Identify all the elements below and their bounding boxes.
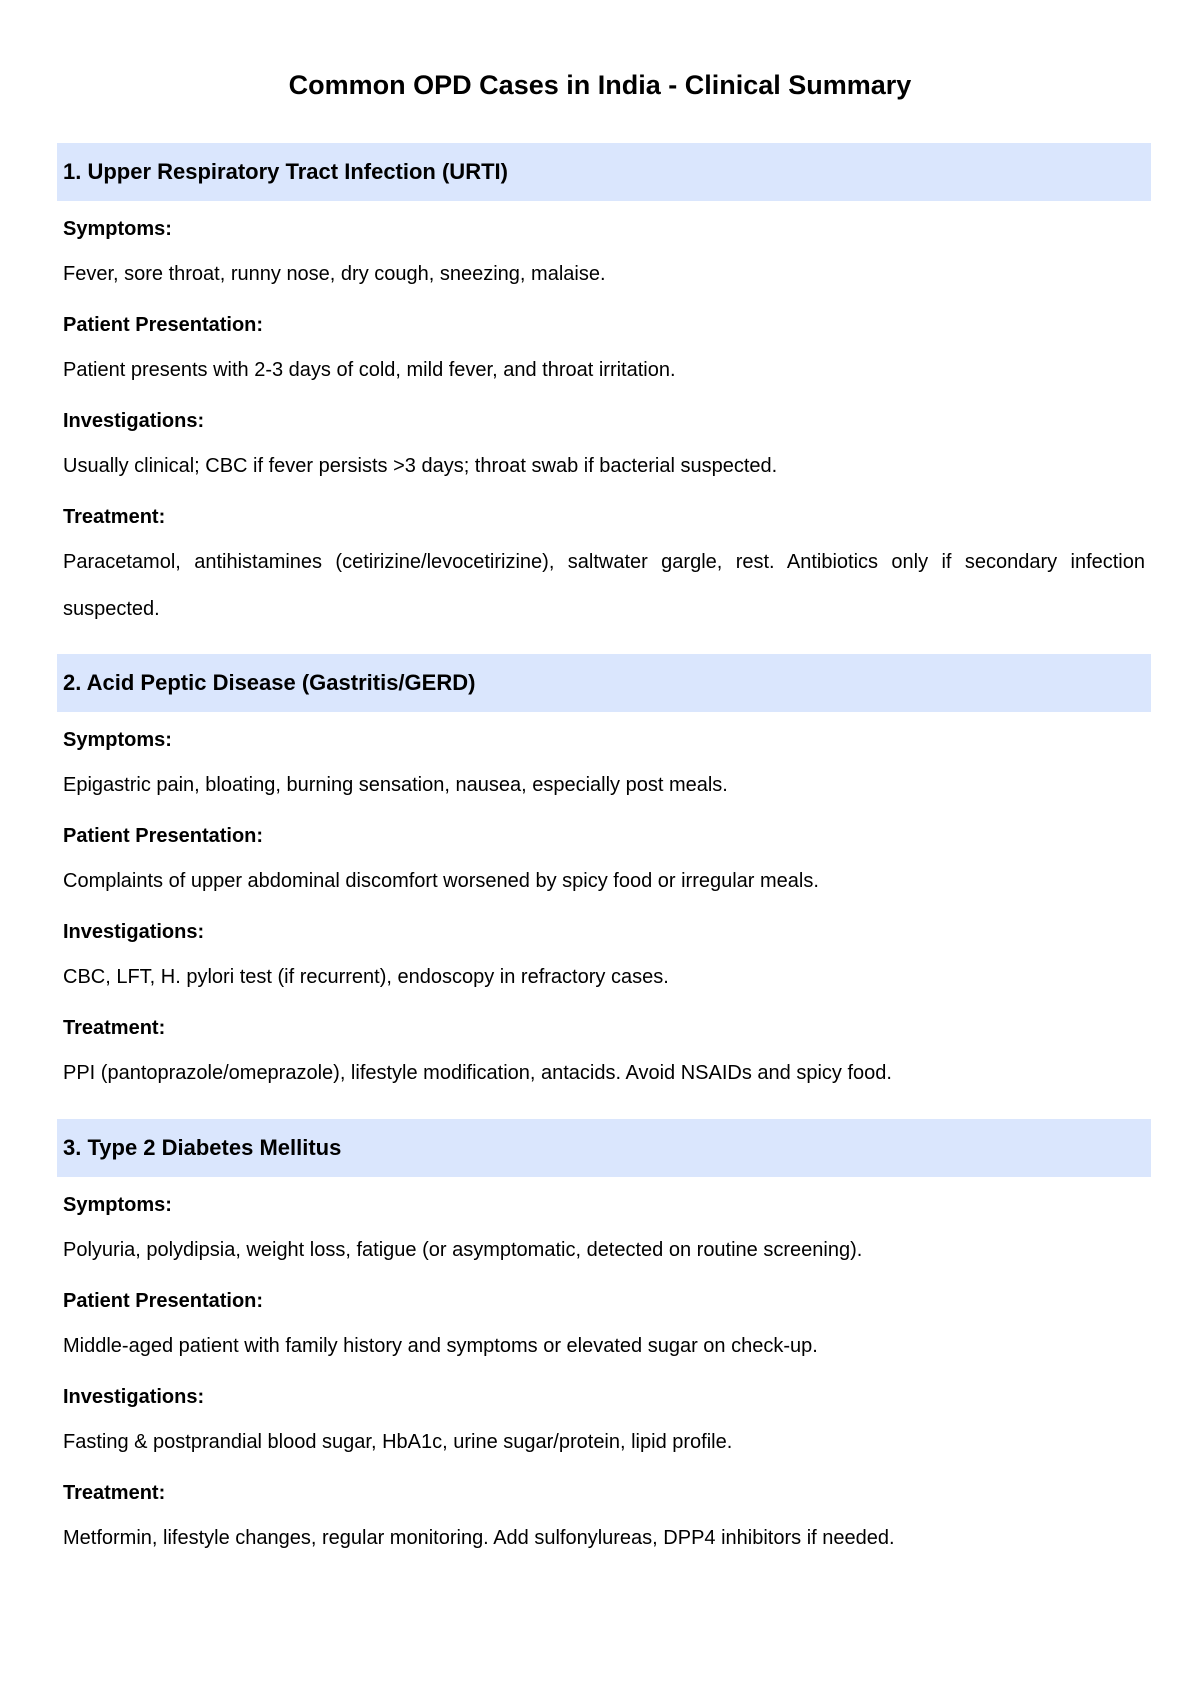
treatment-text: Paracetamol, antihistamines (cetirizine/levocetirizine), saltwater gargle, rest. Antibiotics only if secondary infection suspected. xyxy=(63,551,1145,620)
document-title: Common OPD Cases in India - Clinical Summary xyxy=(288,70,912,100)
investigations-text: CBC, LFT, H. pylori test (if recurrent), endoscopy in refractory cases. xyxy=(63,966,669,988)
presentation-text: Middle-aged patient with family history and symptoms or elevated sugar on check-up. xyxy=(63,1335,818,1357)
presentation-text: Complaints of upper abdominal discomfort worsened by spicy food or irregular meals. xyxy=(63,870,819,892)
treatment-text: PPI (pantoprazole/omeprazole), lifestyle modification, antacids. Avoid NSAIDs and spicy food. xyxy=(63,1062,892,1084)
presentation-text: Patient presents with 2-3 days of cold, mild fever, and throat irritation. xyxy=(63,359,676,381)
symptoms-label: Symptoms: xyxy=(63,729,172,751)
presentation-label: Patient Presentation: xyxy=(63,825,264,847)
symptoms-label: Symptoms: xyxy=(63,218,172,240)
investigations-label: Investigations: xyxy=(63,1386,205,1408)
treatment-label: Treatment: xyxy=(63,506,166,528)
investigations-label: Investigations: xyxy=(63,410,205,432)
symptoms-text: Epigastric pain, bloating, burning sensation, nausea, especially post meals. xyxy=(63,774,728,796)
symptoms-label: Symptoms: xyxy=(63,1194,172,1216)
treatment-label: Treatment: xyxy=(63,1017,166,1039)
investigations-text: Fasting & postprandial blood sugar, HbA1c, urine sugar/protein, lipid profile. xyxy=(63,1431,733,1453)
treatment-label: Treatment: xyxy=(63,1482,166,1504)
treatment-text: Metformin, lifestyle changes, regular monitoring. Add sulfonylureas, DPP4 inhibitors if needed. xyxy=(63,1527,895,1549)
section-heading: 3. Type 2 Diabetes Mellitus xyxy=(57,1119,1151,1177)
case-section-diabetes xyxy=(57,1119,1151,1561)
section-heading: 2. Acid Peptic Disease (Gastritis/GERD) xyxy=(57,654,1151,712)
investigations-label: Investigations: xyxy=(63,921,205,943)
presentation-label: Patient Presentation: xyxy=(63,1290,264,1312)
case-section-acid-peptic xyxy=(57,654,1151,1096)
investigations-text: Usually clinical; CBC if fever persists >3 days; throat swab if bacterial suspected. xyxy=(63,455,778,477)
presentation-label: Patient Presentation: xyxy=(63,314,264,336)
section-heading: 1. Upper Respiratory Tract Infection (URTI) xyxy=(57,143,1151,201)
case-section-urti xyxy=(57,143,1151,633)
symptoms-text: Fever, sore throat, runny nose, dry cough, sneezing, malaise. xyxy=(63,263,606,285)
symptoms-text: Polyuria, polydipsia, weight loss, fatigue (or asymptomatic, detected on routine screening). xyxy=(63,1239,863,1261)
